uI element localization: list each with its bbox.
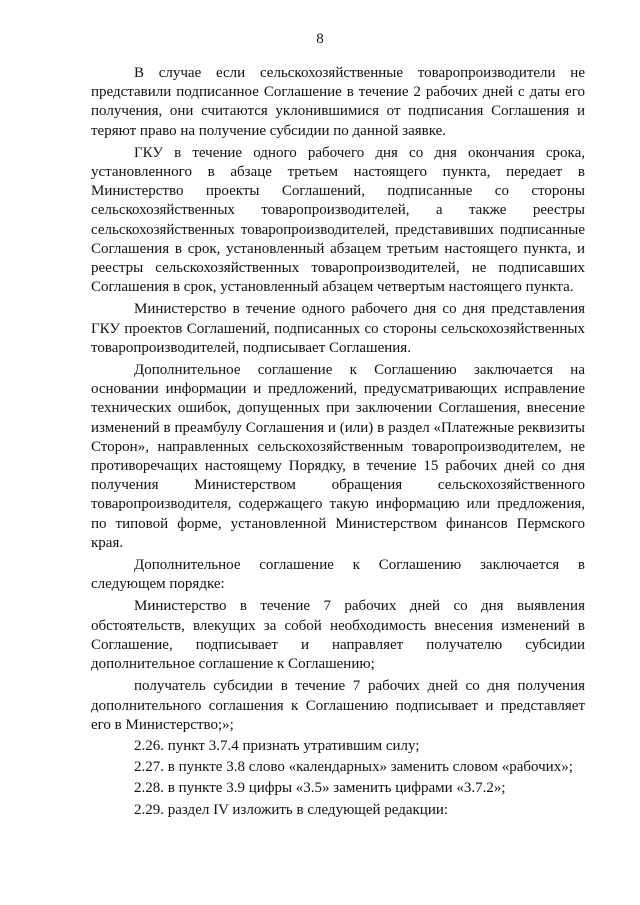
paragraph-item-2-29: 2.29. раздел IV изложить в следующей редакции: — [134, 801, 449, 818]
page-number: 8 — [316, 31, 324, 47]
paragraph-refusal-to-sign: В случае если сельскохозяйственные товаропроизводители не представили подписанное Соглашение в течение 2 рабочих дней с даты его получения, они считаются уклонившимися от подписания Соглашения и теряют право на получение субсидии по данной заявке. — [91, 65, 585, 139]
paragraph-item-2-27: 2.27. в пункте 3.8 слово «календарных» заменить словом «рабочих»; — [134, 759, 573, 776]
paragraph-recipient-signs: получатель субсидии в течение 7 рабочих дней со дня получения дополнительного соглашения к Соглашению подписывает и представляет его в Министерство;»; — [91, 678, 585, 733]
paragraph-gku-transfer: ГКУ в течение одного рабочего дня со дня окончания срока, установленного в абзаце третьем настоящего пункта, передает в Министерство проекты Соглашений, подписанные со стороны сельскохозяйственных товаропроизводителей, а также реестры сельскохозяйственных товаропроизводителей, представивших подписанные Соглашения в срок, установленный абзацем третьим настоящего пункта, и реестры сельскохозяйственных товаропроизводителей, не подписавших Соглашения в срок, установленный абзацем четвертым настоящего пункта. — [91, 144, 585, 296]
paragraph-item-2-28: 2.28. в пункте 3.9 цифры «3.5» заменить цифрами «3.7.2»; — [134, 780, 506, 797]
paragraph-ministry-signs: Министерство в течение одного рабочего дня со дня представления ГКУ проектов Соглашений, подписанных со стороны сельскохозяйственных товаропроизводителей, подписывает Соглашения. — [91, 301, 585, 356]
document-body — [91, 64, 585, 820]
paragraph-item-2-26: 2.26. пункт 3.7.4 признать утратившим силу; — [134, 737, 420, 754]
paragraph-additional-agreement-order: Дополнительное соглашение к Соглашению заключается в следующем порядке: — [91, 557, 585, 593]
paragraph-additional-agreement-basis: Дополнительное соглашение к Соглашению заключается на основании информации и предложений, предусматривающих исправление технических ошибок, допущенных при заключении Соглашения, внесение изменений в преамбулу Соглашения и (или) в раздел «Платежные реквизиты Сторон», направленных сельскохозяйственным товаропроизводителем, не противоречащих настоящему Порядку, в течение 15 рабочих дней со дня получения Министерством обращения сельскохозяйственного товаропроизводителя, содержащего такую информацию или предложения, по типовой форме, установленной Министерством финансов Пермского края. — [91, 362, 585, 551]
paragraph-ministry-sends: Министерство в течение 7 рабочих дней со дня выявления обстоятельств, влекущих за собой необходимость внесения изменений в Соглашение, подписывает и направляет получателю субсидии дополнительное соглашение к Соглашению; — [91, 598, 585, 673]
